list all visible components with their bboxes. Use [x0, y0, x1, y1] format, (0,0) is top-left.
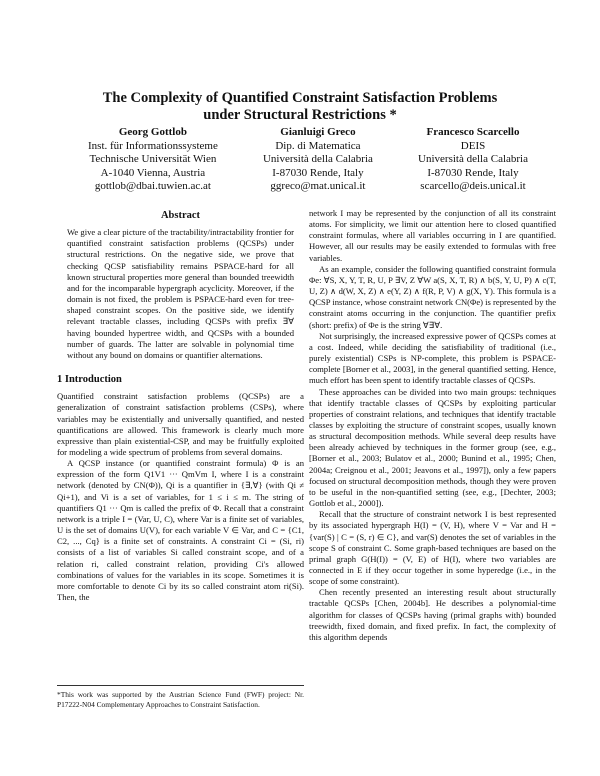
- intro-paragraph-2: A QCSP instance (or quantified constraint formula) Φ is an expression of the form Q1V1 ··· QmVm I, where I is a constraint network (denoted by CN(Φ)), Qi is a quantifier in {∃,∀} (with Qi ≠ Qi+1), and Vi is a set of variables, for 1 ≤ i ≤ m. The string of quantifiers Q1 ··· Qm is called the prefix of Φ. Recall that a constraint network is a triple I = (Var, U, C), where Var is a finite set of variables, U is the set of domains U(V), for each variable V ∈ Var, and C = {C1, C2, ..., Cq} is a finite set of constraints. A constraint Ci = (Si, ri) consists of a list of variables Si called constraint scope, and of a relation ri, called constraint relation, providing Ci's allowed combinations of values for the variables in its scope. Sometimes it is more comfortable to denote Ci by its so called constraint atom ri(Si). Then, the: [57, 458, 304, 602]
- author-institution: Università della Calabria: [262, 153, 373, 166]
- author-email: scarcello@deis.unical.it: [420, 180, 526, 193]
- author-address: A-1040 Vienna, Austria: [100, 166, 206, 179]
- author-address: I-87030 Rende, Italy: [427, 166, 519, 179]
- author-institution: Università della Calabria: [418, 153, 528, 166]
- right-paragraph-1: network I may be represented by the conjunction of all its constraint atoms. For simplicity, we limit our attention here to closed quantified constraint formulas, where all variables occurring in I are quantified. However, all our results may be easily extended to formulas with free variables.: [309, 208, 556, 263]
- author-email: gottlob@dbai.tuwien.ac.at: [94, 180, 211, 193]
- right-column: [309, 208, 556, 643]
- right-paragraph-6: Chen recently presented an interesting result about structurally tractable QCSPs [Chen, 2004b]. He describes a polynomial-time algorithm for classes of QCSPs having (primal graphs with) bounded treewidth, fixed domain, and fixed prefix. In fact, the complexity of this algorithm depends: [309, 587, 556, 642]
- section-heading-introduction: 1 Introduction: [57, 374, 122, 386]
- footnote: [57, 685, 304, 710]
- author-affiliation: Inst. für Informationssysteme: [88, 139, 218, 152]
- footnote-text: *This work was supported by the Austrian Science Fund (FWF) project: Nr. P17222-N04 Complementary Approaches to Constraint Satisfaction.: [57, 690, 304, 709]
- title-line-2: under Structural Restrictions *: [203, 107, 397, 123]
- author-affiliation: DEIS: [460, 139, 486, 152]
- right-paragraph-5: Recall that the structure of constraint network I is best represented by its associated hypergraph H(I) = (V, H), where V = Var and H = {var(S) | C = (S, r) ∈ C}, and var(S) denotes the set of variables in the scope S of constraint C. Some graph-based techniques are based on the primal graph G(H(I)) = (V, E) of H(I), where two variables are connected in E if they occur together in some hyperedge (i.e., in the scope of some constraint).: [309, 509, 556, 587]
- author-affiliation: Dip. di Matematica: [275, 139, 361, 152]
- author-1: [88, 126, 218, 194]
- author-name: Georg Gottlob: [118, 126, 187, 138]
- author-institution: Technische Universität Wien: [89, 153, 217, 166]
- abstract-heading: Abstract: [160, 210, 201, 221]
- intro-paragraph-1: Quantified constraint satisfaction problems (QCSPs) are a generalization of constraint satisfaction problems (CSPs), where variables may be existentially and universally quantified, and nested quantifications are allowed. This framework is clearly much more expressive than plain existential-CSP, and may be fruitfully exploited for modeling a wide spectrum of problems from several domains.: [57, 391, 304, 457]
- author-3: [418, 126, 528, 194]
- title-line-1: The Complexity of Quantified Constraint Satisfaction Problems: [102, 90, 498, 106]
- left-column: [57, 210, 304, 603]
- author-name: Gianluigi Greco: [280, 126, 356, 138]
- paper-title: [60, 90, 540, 124]
- author-block: [88, 126, 528, 194]
- abstract-text: We give a clear picture of the tractability/intractability frontier for quantified constraint satisfaction problems (QCSPs) under structural restrictions. On the negative side, we prove that checking QCSP satisfiability remains PSPACE-hard for all known structural properties more general than bounded treewidth and for the incomparable hypergraph acyclicity. Moreover, if the domain is not fixed, the problem is PSPACE-hard even for tree-shaped constraint scopes. On the positive side, we identify relevant tractable classes, including QCSPs with prefix ∃∀ having bounded hypertree width, and QCSPs with a bounded number of guards. The latter are solvable in polynomial time without any bound on domains or quantifier alternations.: [67, 227, 294, 360]
- author-2: [263, 126, 373, 194]
- author-name: Francesco Scarcello: [426, 126, 520, 138]
- right-paragraph-4: These approaches can be divided into two main groups: techniques that identify tractable classes of QCSPs by exploiting particular properties of constraint relations, and techniques that identify tractable classes by exploiting the structure of constraint scopes, usually known as structural decomposition methods. While several deep results have been already achieved by techniques in the former group (see, e.g., [Borner et al., 2003; Bulatov et al., 2000; Bunind et al., 1995; Chen, 2004a; Creignou et al., 2001; Jeavons et al., 1997]), only a few papers focused on structural decomposition methods, though they were proven to be useful in the non-quantified setting (see, e.g., [Dechter, 2003; Gottlob et al., 2000]).: [309, 386, 556, 509]
- author-email: ggreco@mat.unical.it: [270, 180, 366, 193]
- author-address: I-87030 Rende, Italy: [272, 166, 364, 179]
- right-paragraph-3: Not surprisingly, the increased expressive power of QCSPs comes at a cost. Indeed, while deciding the satisfiability of traditional (i.e., purely existential) CSPs is NP-complete, this problem is PSPACE-complete [Borner et al., 2003], in the general quantified setting. Hence, much effort has been spent to identify tractable classes of QCSPs.: [309, 330, 556, 386]
- right-paragraph-2: As an example, consider the following quantified constraint formula Φe: ∀S, X, Y, T, R, U, P ∃V, Z ∀W a(S, X, T, R) ∧ b(S, Y, U, P) ∧ c(T, U, Z) ∧ d(W, X, Z) ∧ e(Y, Z) ∧ f(R, P, V) ∧ g(X, Y). This formula is a QCSP instance, whose constraint network CN(Φe) is represented by the constraint atoms occurring in the conjunction. The quantifier prefix (short: prefix) of Φe is the string ∀∃∀.: [309, 263, 557, 330]
